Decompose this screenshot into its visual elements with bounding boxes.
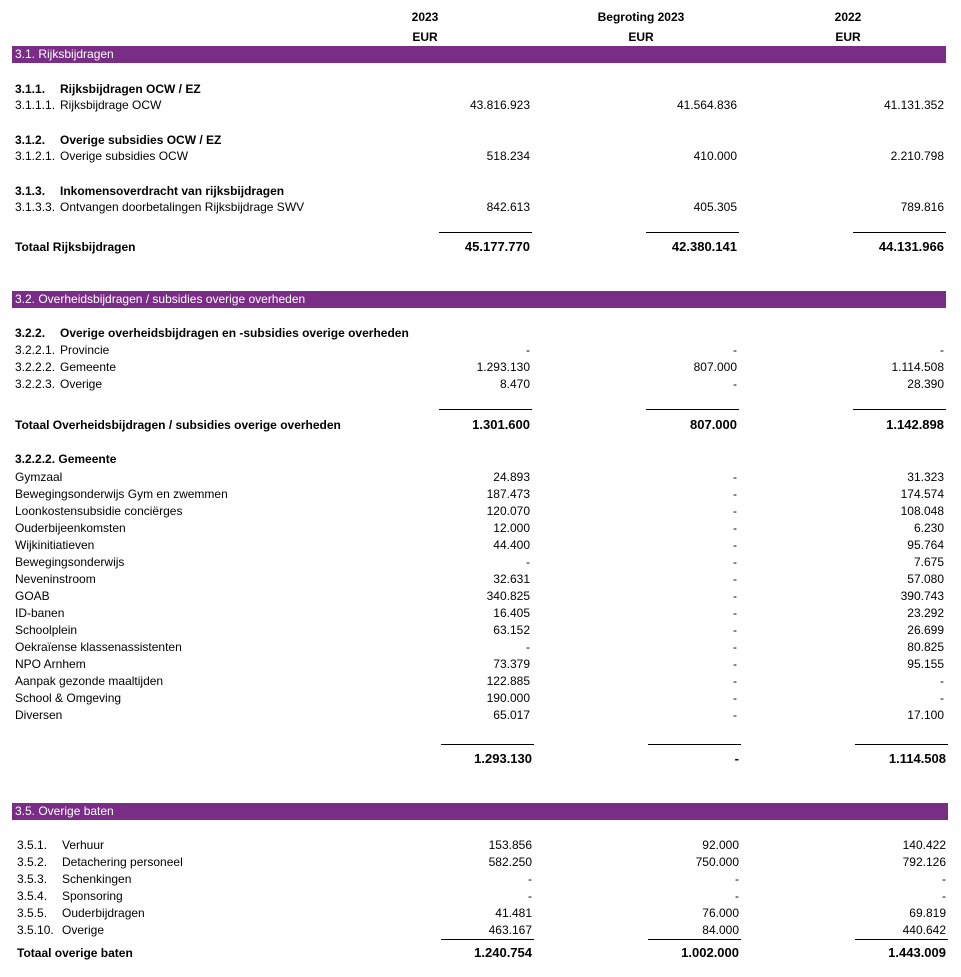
row-label: Ontvangen doorbetalingen Rijksbijdrage SWV bbox=[60, 200, 305, 214]
gemeente-row-label: Loonkostensubsidie conciërges bbox=[15, 504, 183, 518]
value-2022: 80.825 bbox=[907, 640, 944, 654]
total-rule bbox=[441, 744, 534, 745]
value-begroting: 410.000 bbox=[693, 149, 737, 163]
gemeente-row-label: ID-banen bbox=[15, 606, 65, 620]
value-2022: - bbox=[942, 872, 946, 886]
value-2022: 17.100 bbox=[907, 708, 944, 722]
value-begroting: - bbox=[733, 521, 737, 535]
value-2022: 57.080 bbox=[907, 572, 944, 586]
total-rule bbox=[853, 232, 946, 233]
value-2023: 187.473 bbox=[486, 487, 530, 501]
value-2023: 16.405 bbox=[493, 606, 530, 620]
value-begroting: - bbox=[733, 640, 737, 654]
row-label: Gemeente bbox=[60, 360, 117, 374]
total-rule bbox=[855, 744, 948, 745]
row-code: 3.5.2. bbox=[17, 855, 48, 869]
gemeente-row-label: GOAB bbox=[15, 589, 50, 603]
value-2023: - bbox=[528, 889, 532, 903]
value-begroting: - bbox=[733, 657, 737, 671]
gemeente-row-label: NPO Arnhem bbox=[15, 657, 86, 671]
value-begroting: - bbox=[735, 872, 739, 886]
value-2023: 24.893 bbox=[493, 470, 530, 484]
value-2022: 95.155 bbox=[907, 657, 944, 671]
column-header-2023: 2023 bbox=[411, 10, 439, 24]
value-2022: 1.114.508 bbox=[891, 360, 944, 374]
value-2022: 440.642 bbox=[902, 923, 946, 937]
value-2023: - bbox=[526, 640, 530, 654]
row-code: 3.1.1.1. bbox=[15, 98, 56, 112]
value-begroting: 76.000 bbox=[702, 906, 739, 920]
total-begroting: 807.000 bbox=[690, 417, 737, 432]
total-rule bbox=[853, 409, 946, 410]
value-2022: 174.574 bbox=[900, 487, 944, 501]
value-2022: - bbox=[942, 889, 946, 903]
group-code: 3.2.2. bbox=[15, 326, 46, 340]
total-begroting: 1.002.000 bbox=[681, 945, 739, 960]
value-2023: 43.816.923 bbox=[469, 98, 530, 112]
value-begroting: 84.000 bbox=[702, 923, 739, 937]
gemeente-row-label: Aanpak gezonde maaltijden bbox=[15, 674, 164, 688]
value-2022: 390.743 bbox=[900, 589, 944, 603]
value-2023: 12.000 bbox=[493, 521, 530, 535]
value-2023: 120.070 bbox=[486, 504, 530, 518]
value-2023: 1.293.130 bbox=[476, 360, 530, 374]
row-code: 3.2.2.3. bbox=[15, 377, 56, 391]
value-2022: 26.699 bbox=[907, 623, 944, 637]
section-header-overige-baten: 3.5. Overige baten bbox=[12, 803, 948, 820]
total-label: Totaal overige baten bbox=[17, 946, 133, 960]
value-begroting: - bbox=[733, 487, 737, 501]
value-2023: 340.825 bbox=[486, 589, 530, 603]
total-2022: 44.131.966 bbox=[878, 239, 944, 254]
gemeente-row-label: Bewegingsonderwijs Gym en zwemmen bbox=[15, 487, 228, 501]
unit-header-2023: EUR bbox=[412, 30, 438, 44]
value-2023: - bbox=[526, 343, 530, 357]
value-2022: 95.764 bbox=[907, 538, 944, 552]
value-begroting: - bbox=[735, 889, 739, 903]
total-rule bbox=[855, 939, 948, 940]
value-begroting: - bbox=[733, 538, 737, 552]
row-label: Provincie bbox=[60, 343, 110, 357]
value-2023: 122.885 bbox=[486, 674, 530, 688]
unit-header-2022: EUR bbox=[835, 30, 861, 44]
row-code: 3.1.3.3. bbox=[15, 200, 56, 214]
total-rule bbox=[646, 409, 739, 410]
value-2022: 41.131.352 bbox=[883, 98, 944, 112]
total-2023: 45.177.770 bbox=[464, 239, 530, 254]
value-2023: 463.167 bbox=[488, 923, 532, 937]
row-code: 3.5.5. bbox=[17, 906, 48, 920]
unit-header-begroting: EUR bbox=[628, 30, 654, 44]
value-begroting: - bbox=[733, 470, 737, 484]
gemeente-row-label: Diversen bbox=[15, 708, 63, 722]
section-header-rijksbijdragen: 3.1. Rijksbijdragen bbox=[12, 46, 946, 63]
value-2022: 140.422 bbox=[902, 838, 946, 852]
gemeente-row-label: Schoolplein bbox=[15, 623, 78, 637]
row-code: 3.2.2.2. bbox=[15, 360, 56, 374]
value-begroting: 807.000 bbox=[693, 360, 737, 374]
value-2022: 2.210.798 bbox=[890, 149, 944, 163]
row-label: Rijksbijdrage OCW bbox=[60, 98, 162, 112]
group-label: Overige subsidies OCW / EZ bbox=[60, 133, 222, 147]
value-2023: 44.400 bbox=[493, 538, 530, 552]
row-label: Ouderbijdragen bbox=[62, 906, 145, 920]
total-2022: 1.142.898 bbox=[886, 417, 944, 432]
value-2023: 842.613 bbox=[486, 200, 530, 214]
value-2023: 8.470 bbox=[499, 377, 530, 391]
value-begroting: 750.000 bbox=[695, 855, 739, 869]
value-2022: 7.675 bbox=[913, 555, 944, 569]
gemeente-row-label: School & Omgeving bbox=[15, 691, 122, 705]
value-2022: - bbox=[940, 674, 944, 688]
total-label: Totaal Overheidsbijdragen / subsidies overige overheden bbox=[15, 418, 341, 432]
row-code: 3.1.2.1. bbox=[15, 149, 56, 163]
gemeente-row-label: Wijkinitiatieven bbox=[15, 538, 95, 552]
total-rule bbox=[646, 232, 739, 233]
value-2023: 582.250 bbox=[488, 855, 532, 869]
row-code: 3.5.10. bbox=[17, 923, 54, 937]
row-label: Overige subsidies OCW bbox=[60, 149, 189, 163]
group-code: 3.1.1. bbox=[15, 82, 46, 96]
value-2022: 23.292 bbox=[907, 606, 944, 620]
row-code: 3.2.2.1. bbox=[15, 343, 56, 357]
value-begroting: - bbox=[733, 606, 737, 620]
gemeente-total-2022: 1.114.508 bbox=[888, 751, 946, 766]
row-label: Schenkingen bbox=[62, 872, 132, 886]
value-2023: - bbox=[528, 872, 532, 886]
value-2022: 789.816 bbox=[900, 200, 944, 214]
value-begroting: - bbox=[733, 623, 737, 637]
value-begroting: - bbox=[733, 572, 737, 586]
value-begroting: - bbox=[733, 504, 737, 518]
gemeente-title: 3.2.2.2. Gemeente bbox=[15, 452, 117, 466]
total-2022: 1.443.009 bbox=[888, 945, 946, 960]
group-code: 3.1.3. bbox=[15, 184, 46, 198]
gemeente-total-2023: 1.293.130 bbox=[474, 751, 532, 766]
row-label: Verhuur bbox=[62, 838, 105, 852]
row-label: Detachering personeel bbox=[62, 855, 183, 869]
value-2023: - bbox=[526, 555, 530, 569]
value-2022: 108.048 bbox=[900, 504, 944, 518]
value-begroting: - bbox=[733, 674, 737, 688]
gemeente-row-label: Oekraïense klassenassistenten bbox=[15, 640, 182, 654]
value-2023: 190.000 bbox=[486, 691, 530, 705]
row-label: Overige bbox=[62, 923, 105, 937]
section-header-overheidsbijdragen: 3.2. Overheidsbijdragen / subsidies overige overheden bbox=[12, 291, 946, 308]
row-code: 3.5.3. bbox=[17, 872, 48, 886]
value-2022: 792.126 bbox=[902, 855, 946, 869]
value-begroting: 41.564.836 bbox=[676, 98, 737, 112]
total-label: Totaal Rijksbijdragen bbox=[15, 240, 136, 254]
value-begroting: 92.000 bbox=[702, 838, 739, 852]
value-2023: 32.631 bbox=[493, 572, 530, 586]
value-2023: 153.856 bbox=[488, 838, 532, 852]
value-2022: 28.390 bbox=[907, 377, 944, 391]
value-2023: 65.017 bbox=[493, 708, 530, 722]
value-begroting: - bbox=[733, 589, 737, 603]
row-label: Sponsoring bbox=[62, 889, 123, 903]
total-rule bbox=[648, 939, 741, 940]
value-2022: - bbox=[940, 343, 944, 357]
total-2023: 1.301.600 bbox=[472, 417, 530, 432]
group-code: 3.1.2. bbox=[15, 133, 46, 147]
gemeente-row-label: Gymzaal bbox=[15, 470, 63, 484]
value-begroting: - bbox=[733, 555, 737, 569]
value-2023: 73.379 bbox=[493, 657, 530, 671]
value-begroting: - bbox=[733, 377, 737, 391]
value-2022: 6.230 bbox=[913, 521, 944, 535]
row-label: Overige bbox=[60, 377, 103, 391]
gemeente-total-begroting: - bbox=[734, 751, 739, 766]
total-rule bbox=[439, 232, 532, 233]
value-2023: 63.152 bbox=[493, 623, 530, 637]
total-rule bbox=[439, 409, 532, 410]
group-label: Overige overheidsbijdragen en -subsidies overige overheden bbox=[60, 326, 409, 340]
gemeente-row-label: Bewegingsonderwijs bbox=[15, 555, 125, 569]
gemeente-row-label: Neveninstroom bbox=[15, 572, 96, 586]
value-begroting: 405.305 bbox=[693, 200, 737, 214]
total-rule bbox=[648, 744, 741, 745]
group-label: Inkomensoverdracht van rijksbijdragen bbox=[60, 184, 285, 198]
total-begroting: 42.380.141 bbox=[671, 239, 737, 254]
value-2023: 41.481 bbox=[495, 906, 532, 920]
value-begroting: - bbox=[733, 708, 737, 722]
value-2022: 69.819 bbox=[909, 906, 946, 920]
column-header-2022: 2022 bbox=[834, 10, 862, 24]
value-begroting: - bbox=[733, 343, 737, 357]
row-code: 3.5.1. bbox=[17, 838, 48, 852]
total-rule bbox=[441, 939, 534, 940]
row-code: 3.5.4. bbox=[17, 889, 48, 903]
column-header-begroting-2023: Begroting 2023 bbox=[597, 10, 685, 24]
value-2023: 518.234 bbox=[486, 149, 530, 163]
gemeente-row-label: Ouderbijeenkomsten bbox=[15, 521, 126, 535]
value-2022: 31.323 bbox=[907, 470, 944, 484]
total-2023: 1.240.754 bbox=[474, 945, 532, 960]
value-begroting: - bbox=[733, 691, 737, 705]
group-label: Rijksbijdragen OCW / EZ bbox=[60, 82, 201, 96]
value-2022: - bbox=[940, 691, 944, 705]
